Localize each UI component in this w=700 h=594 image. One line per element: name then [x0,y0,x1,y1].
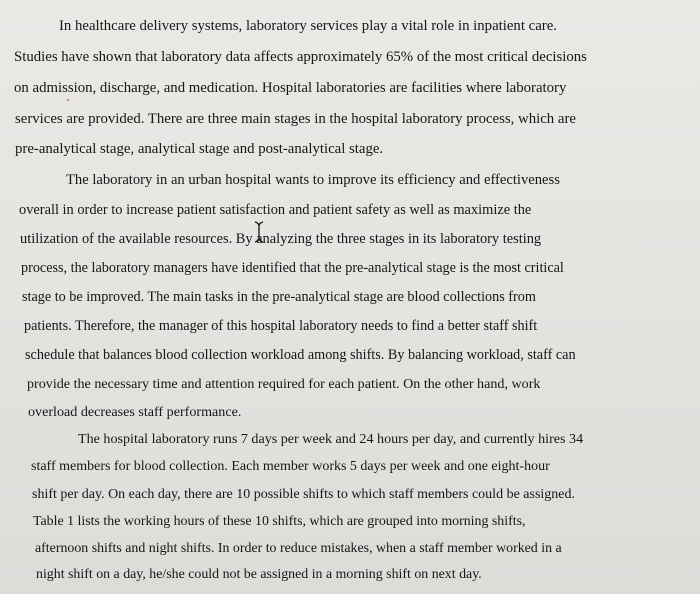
text-line: The hospital laboratory runs 7 days per week and 24 hours per day, and currently hires 34 [78,431,584,447]
paper-speck [67,99,69,101]
text-line: process, the laboratory managers have identified that the pre-analytical stage is the most critical [21,260,564,276]
text-line: Studies have shown that laboratory data affects approximately 65% of the most critical decisions [14,49,587,65]
text-line: overall in order to increase patient satisfaction and patient safety as well as maximize the [19,202,532,218]
text-line: Table 1 lists the working hours of these 10 shifts, which are grouped into morning shifts, [33,514,526,529]
text-line: The laboratory in an urban hospital wants to improve its efficiency and effectiveness [66,172,560,188]
text-line: services are provided. There are three main stages in the hospital laboratory process, which are [15,111,576,127]
text-line: schedule that balances blood collection workload among shifts. By balancing workload, staff can [25,347,576,363]
text-line: utilization of the available resources. By analyzing the three stages in its laboratory testing [20,231,542,247]
text-line: night shift on a day, he/she could not be assigned in a morning shift on next day. [36,567,482,582]
text-line: shift per day. On each day, there are 10 possible shifts to which staff members could be assigned. [32,487,575,502]
text-line: on admission, discharge, and medication. Hospital laboratories are facilities where laboratory [14,80,567,96]
text-line: pre-analytical stage, analytical stage and post-analytical stage. [15,141,384,157]
text-line: afternoon shifts and night shifts. In order to reduce mistakes, when a staff member worked in a [35,541,562,556]
text-cursor-icon [254,221,264,243]
text-line: provide the necessary time and attention required for each patient. On the other hand, work [27,376,541,392]
text-line: In healthcare delivery systems, laboratory services play a vital role in inpatient care. [59,18,557,34]
text-line: overload decreases staff performance. [28,404,242,420]
text-line: staff members for blood collection. Each member works 5 days per week and one eight-hour [31,459,550,474]
text-line: stage to be improved. The main tasks in the pre-analytical stage are blood collections from [22,289,536,305]
text-line: patients. Therefore, the manager of this hospital laboratory needs to find a better staff shift [24,318,538,334]
